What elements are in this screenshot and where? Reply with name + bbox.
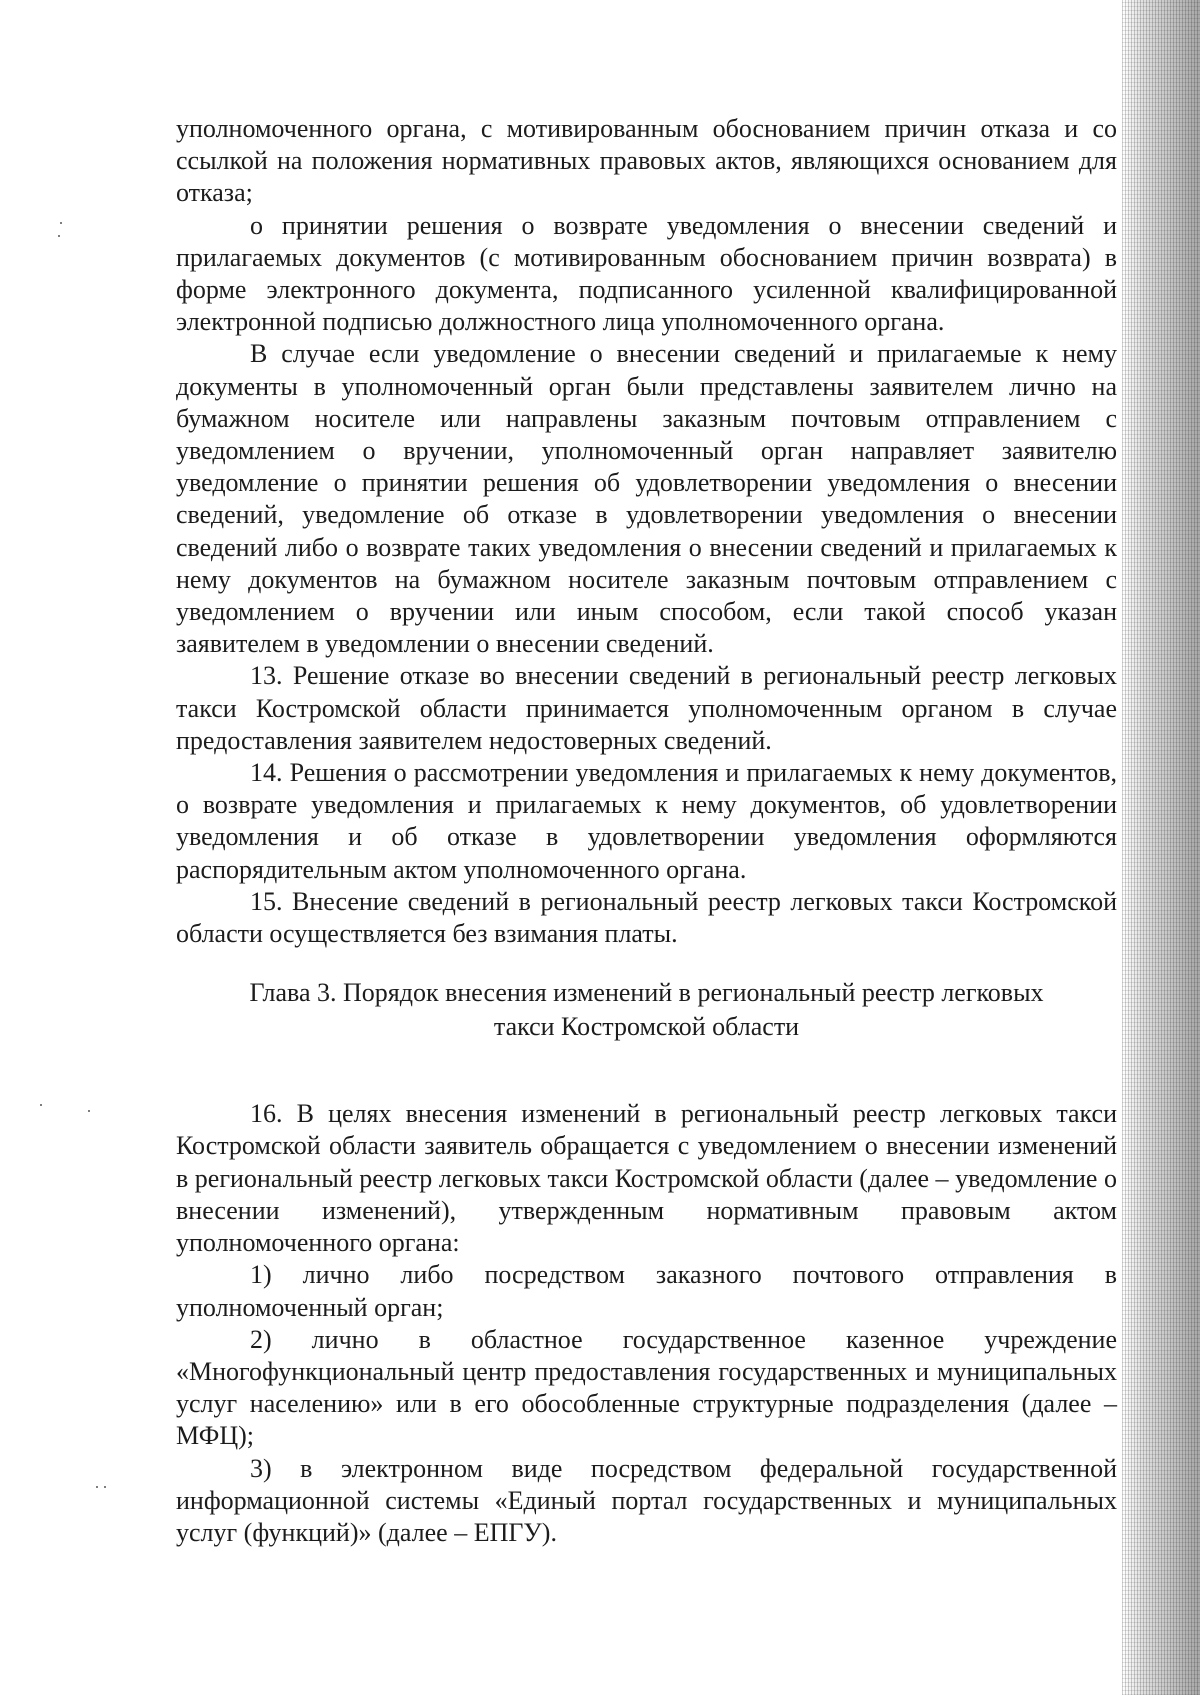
paragraph-continuation: уполномоченного органа, с мотивированным обоснованием причин отказа и со ссылкой на положения нормативных правовых актов, являющихся основанием для отказа;	[176, 114, 1117, 208]
scan-speck	[58, 235, 60, 237]
paragraph-item-15: 15. Внесение сведений в региональный реестр легковых такси Костромской области осуществляется без взимания платы.	[176, 886, 1117, 949]
paragraph-return-decision: о принятии решения о возврате уведомления о внесении сведений и прилагаемых документов (с мотивированным обоснованием причин возврата) в форме электронного документа, подписанного усиленной квалифицированной электронной подписью должностного лица уполномоченного органа.	[176, 210, 1117, 337]
chapter-heading-line-2: такси Костромской области	[493, 1012, 800, 1042]
scan-speck	[96, 1486, 98, 1488]
document-body	[176, 113, 1117, 1549]
paragraph-subitem-2: 2) лично в областное государственное казенное учреждение «Многофункциональный центр предоставления государственных и муниципальных услуг населению» или в его обособленные структурные подразделения (далее – МФЦ);	[176, 1324, 1117, 1451]
paragraph-subitem-3: 3) в электронном виде посредством федеральной государственной информационной системы «Единый портал государственных и муниципальных услуг (функций)» (далее – ЕПГУ).	[176, 1453, 1117, 1547]
scan-speck	[104, 1486, 106, 1488]
paragraph-item-14: 14. Решения о рассмотрении уведомления и прилагаемых к нему документов, о возврате уведомления и прилагаемых к нему документов, об удовлетворении уведомления и об отказе в удовлетворении уведомления оформляются распорядительным актом уполномоченного органа.	[176, 758, 1117, 884]
chapter-heading-line-1: Глава 3. Порядок внесения изменений в региональный реестр легковых	[249, 978, 1044, 1008]
paragraph-paper-submission: В случае если уведомление о внесении сведений и прилагаемые к нему документы в уполномоченный орган были представлены заявителем лично на бумажном носителе или направлены заказным почтовым отправлением с уведомлением о вручении, уполномоченный орган направляет заявителю уведомление о принятии решения об удовлетворении уведомления о внесении сведений, уведомление об отказе в удовлетворении уведомления о внесении сведений либо о возврате таких уведомления о внесении сведений и прилагаемых к нему документов на бумажном носителе заказным почтовым отправлением с уведомлением о вручении или иным способом, если такой способ указан заявителем в уведомлении о внесении сведений.	[176, 339, 1117, 659]
scan-edge-artifact	[1122, 0, 1200, 1695]
scan-speck	[40, 1104, 42, 1106]
paragraph-subitem-1: 1) лично либо посредством заказного почтового отправления в уполномоченный орган;	[176, 1260, 1117, 1322]
chapter-heading	[176, 976, 1117, 1044]
paragraph-item-16: 16. В целях внесения изменений в региональный реестр легковых такси Костромской области заявитель обращается с уведомлением о внесении изменений в региональный реестр легковых такси Костромской области (далее – уведомление о внесении изменений), утвержденным нормативным правовым актом уполномоченного органа:	[176, 1099, 1117, 1258]
paragraph-item-13: 13. Решение отказе во внесении сведений в региональный реестр легковых такси Костромской области принимается уполномоченным органом в случае предоставления заявителем недостоверных сведений.	[176, 661, 1117, 755]
scan-speck	[60, 222, 62, 224]
scan-speck	[88, 1110, 90, 1112]
